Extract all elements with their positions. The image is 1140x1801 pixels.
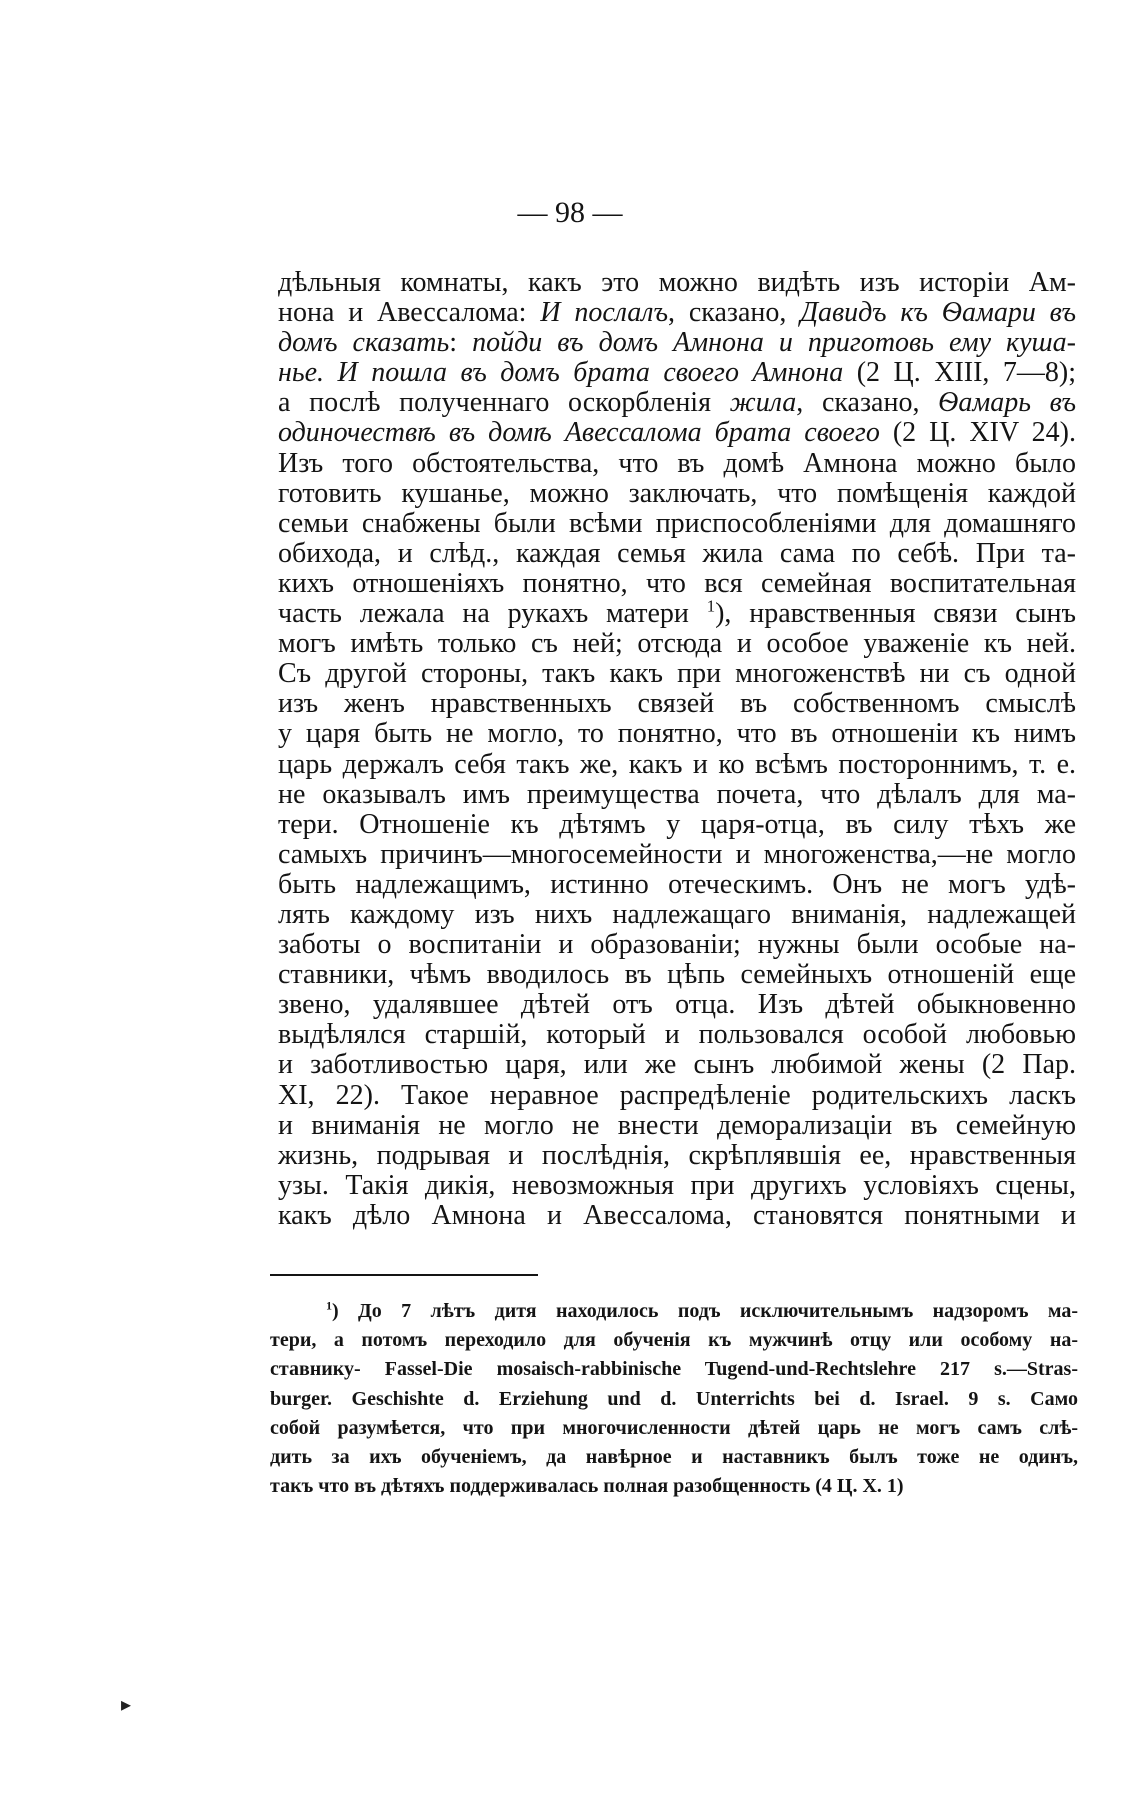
body-line <box>278 328 1076 358</box>
text-segment: жизнь, подрывая и послѣднія, скрѣплявшія ее, нравственныя <box>278 1139 1076 1171</box>
body-line <box>278 960 1076 990</box>
page-number: — 98 — <box>517 196 623 229</box>
text-segment: собой разумѣется, что при многочисленности дѣтей царь не могъ самъ слѣ- <box>270 1416 1078 1439</box>
text-segment: самыхъ причинъ—многосемейности и многоженства,—не могло <box>278 838 1076 870</box>
body-line <box>278 900 1076 930</box>
body-line <box>278 1111 1076 1141</box>
text-segment: могъ имѣть только съ ней; отсюда и особое уваженіе къ ней. <box>278 628 1076 660</box>
body-line <box>278 509 1076 539</box>
body-line <box>278 569 1076 599</box>
text-segment: такъ что въ дѣтяхъ поддерживалась полная разобщенность (4 Ц. X. 1) <box>270 1475 904 1498</box>
footnote-line <box>270 1472 1078 1501</box>
text-segment: быть надлежащимъ, истинно отеческимъ. Онъ не могъ удѣ- <box>278 868 1076 900</box>
main-body-text <box>278 268 1076 1231</box>
text-segment: жила <box>729 387 797 419</box>
footnote-marker: 1 <box>706 596 716 616</box>
body-line <box>278 1081 1076 1111</box>
text-segment: (2 Ц. XIV 24). <box>879 417 1076 449</box>
text-segment: нона и Авессалома: <box>278 297 541 329</box>
text-segment: тери. Отношеніе къ дѣтямъ у царя-отца, въ силу тѣхъ же <box>278 808 1076 840</box>
text-segment: пойди въ домъ Амнона и приготовь ему куша- <box>472 327 1077 359</box>
footnote-line <box>270 1385 1078 1414</box>
body-line <box>278 479 1076 509</box>
text-segment: ) До 7 лѣтъ дитя находилось подъ исключительнымъ надзоромъ ма- <box>332 1300 1078 1322</box>
text-segment: у царя быть не могло, то понятно, что въ отношеніи къ нимъ <box>278 718 1076 750</box>
text-segment: дить за ихъ обученіемъ, да навѣрное и наставникъ былъ тоже не одинъ, <box>270 1445 1078 1468</box>
text-segment: Ѳамарь въ <box>938 387 1076 419</box>
body-line <box>278 689 1076 719</box>
text-segment: какъ дѣло Амнона и Авессалома, становятся понятными и <box>278 1199 1076 1231</box>
text-segment: XI, 22). Такое неравное распредѣленіе родительскихъ ласкъ <box>278 1079 1076 1111</box>
text-segment: тери, а потомъ переходило для обученія къ мужчинѣ отцу или особому на- <box>270 1329 1078 1352</box>
text-segment: burger. Geschishte d. Erziehung und d. Unterrichts bei d. Israel. 9 s. Само <box>270 1387 1078 1410</box>
body-line <box>278 629 1076 659</box>
text-segment: И послалъ <box>540 297 669 329</box>
body-line <box>278 418 1076 448</box>
text-segment: а послѣ полученнаго оскорбленія <box>278 387 730 419</box>
body-line <box>278 990 1076 1020</box>
text-segment: заботы о воспитаніи и образованіи; нужны были особые на- <box>278 929 1076 961</box>
body-line <box>278 719 1076 749</box>
text-segment: лять каждому изъ нихъ надлежащаго вниманія, надлежащей <box>278 898 1076 930</box>
footnote-line <box>270 1326 1078 1355</box>
text-segment: нье. И пошла въ домъ брата своего Амнона <box>278 357 844 389</box>
footnote-marker: 1 <box>326 1298 332 1313</box>
margin-mark: ▸ <box>121 1692 132 1716</box>
text-segment: дѣльныя комнаты, какъ это можно видѣть изъ исторіи Ам- <box>278 267 1076 298</box>
text-segment: : <box>449 327 473 359</box>
body-line <box>278 870 1076 900</box>
body-line <box>278 268 1076 298</box>
text-segment: изъ женъ нравственныхъ связей въ собственномъ смыслѣ <box>278 688 1076 720</box>
body-line <box>278 298 1076 328</box>
text-segment: домъ сказать <box>278 327 450 359</box>
text-segment: кихъ отношеніяхъ понятно, что вся семейная воспитательная <box>278 567 1076 599</box>
text-segment: ), нравственныя связи сынъ <box>715 598 1076 630</box>
body-line <box>278 1171 1076 1201</box>
body-line <box>278 780 1076 810</box>
body-line <box>278 539 1076 569</box>
body-line <box>278 750 1076 780</box>
text-segment: Съ другой стороны, такъ какъ при многоженствѣ ни съ одной <box>278 658 1076 690</box>
text-segment: ставники, чѣмъ вводилось въ цѣпь семейныхъ отношеній еще <box>278 959 1076 991</box>
body-line <box>278 358 1076 388</box>
text-segment: и заботливостью царя, или же сынъ любимой жены (2 Пар. <box>278 1049 1076 1081</box>
footnote-line <box>270 1297 1078 1326</box>
text-segment: не оказывалъ имъ преимущества почета, что дѣлалъ для ма- <box>278 778 1076 810</box>
text-segment: (2 Ц. XIII, 7—8); <box>843 357 1077 389</box>
body-line <box>278 1201 1076 1231</box>
text-segment: одиночествѣ въ домѣ Авессалома брата своего <box>278 417 880 449</box>
text-segment: царь держалъ себя такъ же, какъ и ко всѣмъ постороннимъ, т. е. <box>278 748 1076 780</box>
body-line <box>278 596 1076 630</box>
text-segment: часть лежала на рукахъ матери <box>278 598 707 630</box>
footnote-block <box>270 1297 1078 1501</box>
text-segment: узы. Такія дикія, невозможныя при другихъ условіяхъ сцены, <box>278 1169 1076 1201</box>
footnote-line <box>270 1355 1078 1384</box>
body-line <box>278 1020 1076 1050</box>
body-line <box>278 449 1076 479</box>
text-segment: звено, удалявшее дѣтей отъ отца. Изъ дѣтей обыкновенно <box>278 989 1076 1021</box>
text-segment: готовить кушанье, можно заключать, что помѣщенія каждой <box>278 477 1076 509</box>
body-line <box>278 1050 1076 1080</box>
text-segment: ставнику- Fassel-Die mosaisch-rabbinische Tugend-und-Rechtslehre 217 s.—Stras- <box>270 1358 1078 1381</box>
body-line <box>278 1141 1076 1171</box>
body-line <box>278 388 1076 418</box>
text-segment: Изъ того обстоятельства, что въ домѣ Амнона можно было <box>278 447 1076 479</box>
body-line <box>278 810 1076 840</box>
footnote-line <box>270 1443 1078 1472</box>
text-segment: , сказано, <box>796 387 939 419</box>
text-segment: и вниманія не могло не внести деморализаціи въ семейную <box>278 1109 1076 1141</box>
footnote-line <box>270 1414 1078 1443</box>
body-line <box>278 840 1076 870</box>
text-segment: , сказано, <box>668 297 801 329</box>
text-segment: Давидъ къ Ѳамари въ <box>800 297 1076 329</box>
text-segment: выдѣлялся старшій, который и пользовался особой любовью <box>278 1019 1076 1051</box>
body-line <box>278 930 1076 960</box>
text-segment: семьи снабжены были всѣми приспособленіями для домашняго <box>278 507 1076 539</box>
footnote-separator <box>270 1274 538 1276</box>
text-segment: обихода, и слѣд., каждая семья жила сама по себѣ. При та- <box>278 537 1076 569</box>
body-line <box>278 659 1076 689</box>
